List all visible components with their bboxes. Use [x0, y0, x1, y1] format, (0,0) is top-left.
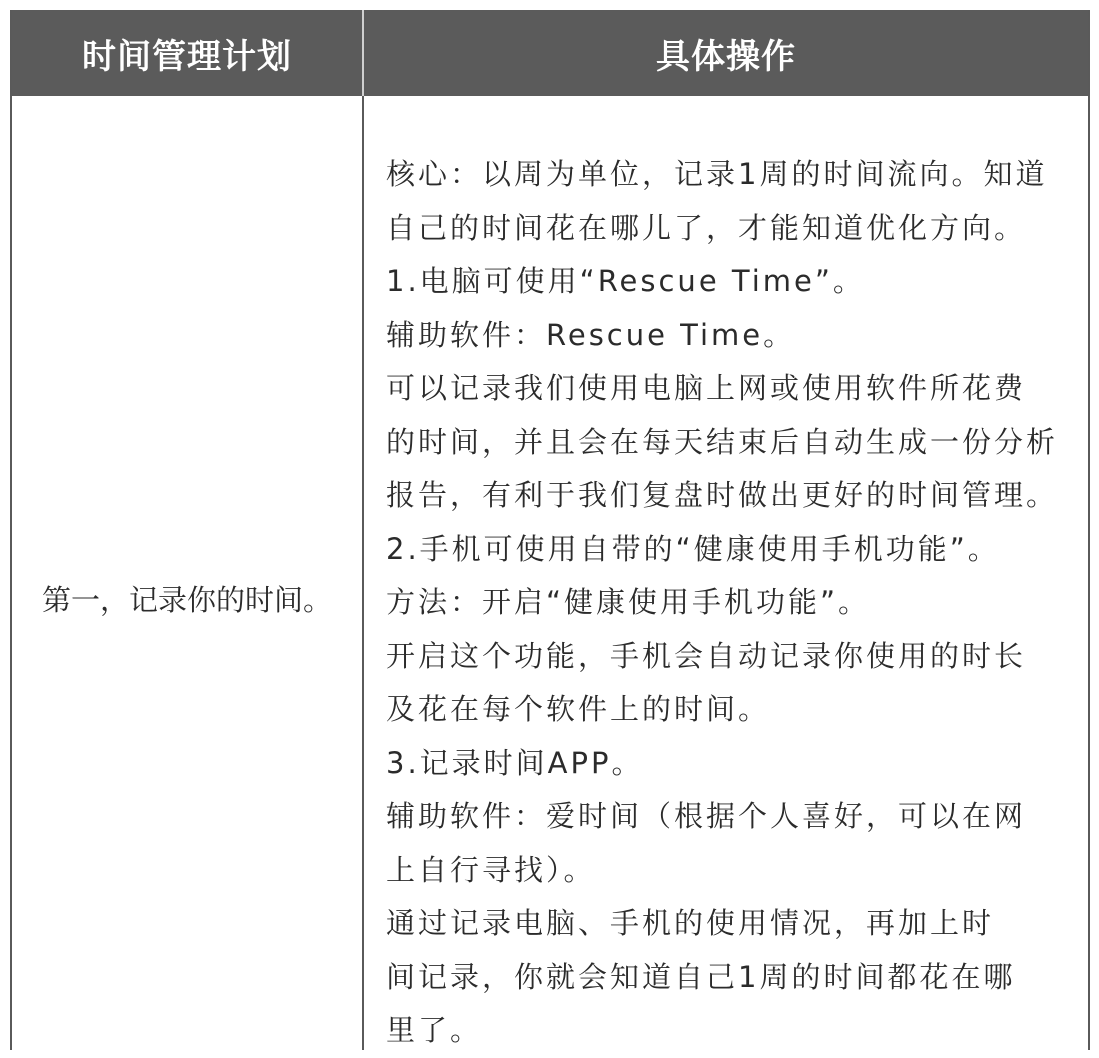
plan-cell: 第一，记录你的时间。: [41, 582, 332, 617]
operation-line: 间记录，你就会知道自己1周的时间都花在哪: [386, 959, 1016, 994]
operation-line: 3.记录时间APP。: [386, 745, 644, 780]
operation-line: 核心：以周为单位，记录1周的时间流向。知道: [386, 157, 1048, 191]
operation-line: 通过记录电脑、手机的使用情况，再加上时: [386, 906, 995, 940]
operation-line: 开启这个功能，手机会自动记录你使用的时长: [386, 638, 1027, 673]
header-plan: 时间管理计划: [82, 36, 292, 77]
operation-line: 上自行寻找）。: [386, 852, 596, 887]
operation-line: 1.电脑可使用“Rescue Time”。: [386, 264, 865, 298]
operation-line: 里了。: [386, 1013, 483, 1047]
operation-line: 及花在每个软件上的时间。: [386, 692, 771, 726]
operation-cell: [364, 96, 1088, 1050]
table-header: [12, 10, 1088, 96]
operation-line: 的时间，并且会在每天结束后自动生成一份分析: [386, 424, 1059, 459]
operation-line: 报告，有利于我们复盘时做出更好的时间管理。: [386, 478, 1059, 512]
operation-line: 方法：开启“健康使用手机功能”。: [386, 585, 871, 619]
operation-line: 可以记录我们使用电脑上网或使用软件所花费: [386, 371, 1027, 405]
table-row: [12, 96, 1088, 1050]
header-operation: 具体操作: [656, 36, 796, 77]
operation-line: 自己的时间花在哪儿了，才能知道优化方向。: [386, 210, 1027, 245]
operation-line: 辅助软件：Rescue Time。: [386, 317, 796, 352]
time-management-table: [10, 10, 1090, 1050]
operation-line: 辅助软件：爱时间（根据个人喜好，可以在网: [386, 799, 1027, 833]
operation-line: 2.手机可使用自带的“健康使用手机功能”。: [386, 531, 1000, 566]
